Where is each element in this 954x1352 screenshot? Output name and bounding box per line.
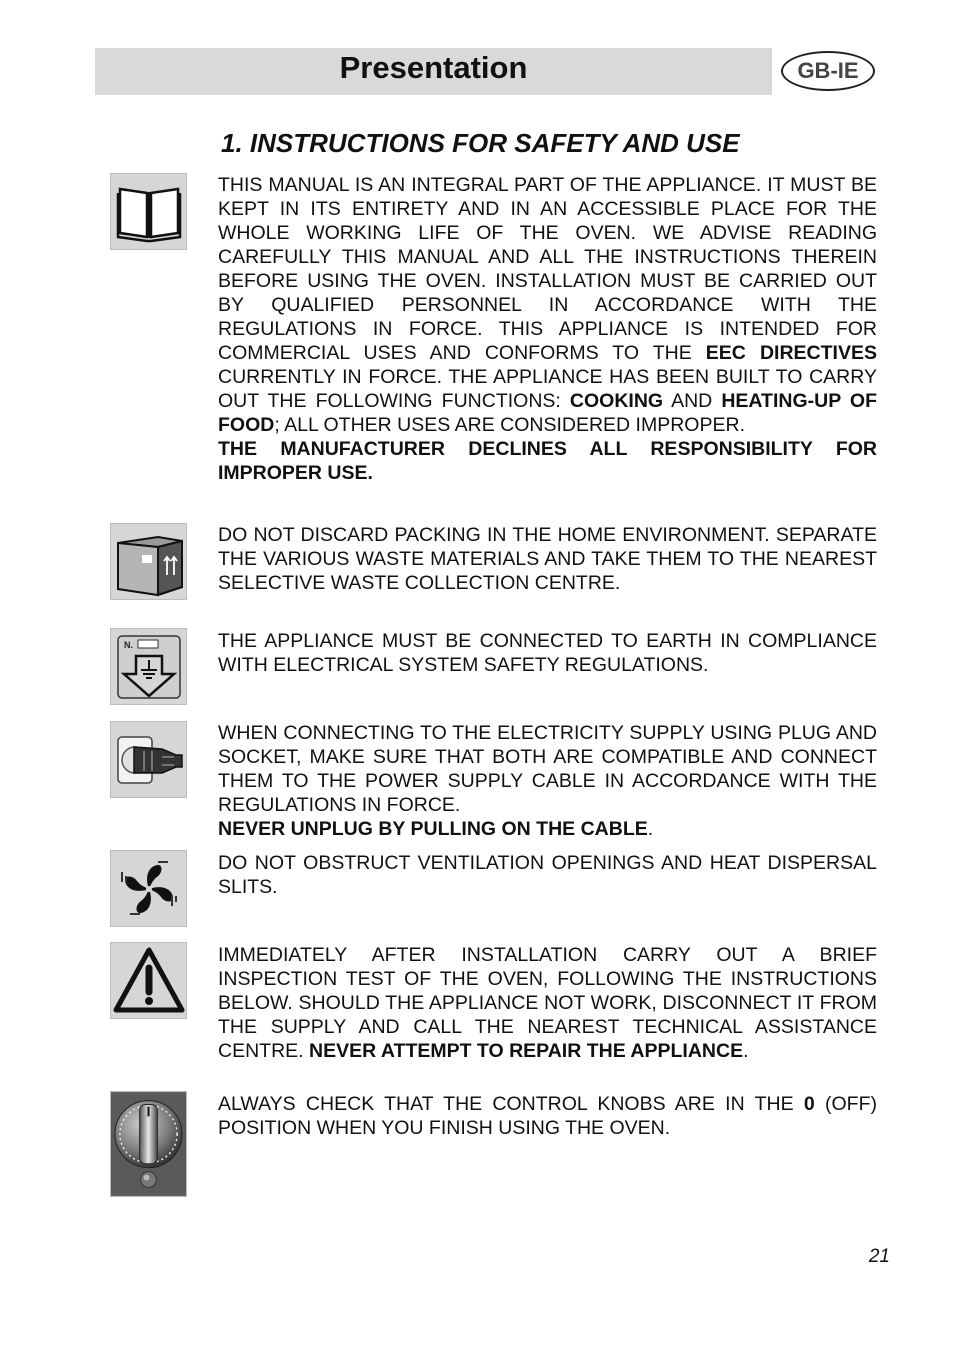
control-knob-icon	[110, 1091, 187, 1197]
manual-text-g: ; ALL OTHER USES ARE CONSIDERED IMPROPER.	[274, 414, 745, 436]
plug-warning-period: .	[647, 818, 654, 840]
never-unplug-text: NEVER UNPLUG BY PULLING ON THE CABLE	[218, 818, 648, 840]
responsibility-text: THE MANUFACTURER DECLINES ALL RESPONSIBILITY FOR IMPROPER USE.	[218, 438, 877, 484]
knob-text-a: ALWAYS CHECK THAT THE CONTROL KNOBS ARE IN THE	[218, 1093, 804, 1115]
never-repair-text: NEVER ATTEMPT TO REPAIR THE APPLIANCE	[309, 1040, 744, 1062]
block-plug-text	[218, 721, 877, 841]
packing-text: DO NOT DISCARD PACKING IN THE HOME ENVIRONMENT. SEPARATE THE VARIOUS WASTE MATERIALS AND TAKE THEM TO THE NEAREST SELECTIVE WASTE COLLECTION CENTRE.	[218, 524, 877, 594]
warning-period: .	[743, 1040, 749, 1062]
page-number: 21	[868, 1246, 890, 1267]
packing-box-icon	[110, 523, 187, 600]
manual-text-e: AND	[663, 390, 722, 412]
block-fan-text	[218, 851, 877, 899]
cooking-text: COOKING	[569, 390, 664, 412]
earth-icon-label: N.	[123, 639, 133, 650]
block-warning-text	[218, 943, 877, 1063]
responsibility-paragraph	[218, 437, 877, 485]
knob-paragraph	[218, 1092, 877, 1140]
block-knob-text	[218, 1092, 877, 1140]
knob-zero-text: 0	[803, 1093, 815, 1115]
warning-triangle-icon	[110, 942, 187, 1019]
manual-text-a: THIS MANUAL IS AN INTEGRAL PART OF THE APPLIANCE. IT MUST BE KEPT IN ITS ENTIRETY AND IN AN ACCESSIBLE PLACE FOR THE WHOLE WORKING LIFE OF THE OVEN. WE ADVISE READING CAREFULLY THIS MANUAL AND ALL THE INSTRUCTIONS THEREIN BEFORE USING THE OVEN. INSTALLATION MUST BE CARRIED OUT BY QUALIFIED PERSONNEL IN ACCORDANCE WITH THE REGULATIONS IN FORCE. THIS APPLIANCE IS INTENDED FOR COMMERCIAL USES AND CONFORMS TO THE	[218, 174, 877, 364]
language-badge: GB-IE	[781, 51, 875, 91]
block-manual-text	[218, 173, 877, 485]
plug-socket-icon	[110, 721, 187, 798]
earth-text: THE APPLIANCE MUST BE CONNECTED TO EARTH IN COMPLIANCE WITH ELECTRICAL SYSTEM SAFETY REGULATIONS.	[218, 630, 877, 676]
header-bar	[95, 48, 772, 95]
manual-book-icon	[110, 173, 187, 250]
ventilation-fan-icon	[110, 850, 187, 927]
fan-text: DO NOT OBSTRUCT VENTILATION OPENINGS AND HEAT DISPERSAL SLITS.	[218, 852, 877, 898]
plug-warning	[218, 817, 877, 841]
warning-paragraph	[218, 943, 877, 1063]
plug-text: WHEN CONNECTING TO THE ELECTRICITY SUPPLY USING PLUG AND SOCKET, MAKE SURE THAT BOTH ARE COMPATIBLE AND CONNECT THEM TO THE POWER SUPPLY CABLE IN ACCORDANCE WITH THE REGULATIONS IN FORCE.	[218, 722, 877, 816]
block-packing-text	[218, 523, 877, 595]
eec-directives-text: EEC DIRECTIVES	[705, 342, 877, 364]
block-earth-text	[218, 629, 877, 677]
page-title: Presentation	[339, 50, 528, 85]
knob-text-c: (OFF) POSITION WHEN YOU FINISH USING THE OVEN.	[218, 1093, 877, 1139]
warning-text: IMMEDIATELY AFTER INSTALLATION CARRY OUT A BRIEF INSPECTION TEST OF THE OVEN, FOLLOWING THE INSTRUCTIONS BELOW. SHOULD THE APPLIANCE NOT WORK, DISCONNECT IT FROM THE SUPPLY AND CALL THE NEAREST TECHNICAL ASSISTANCE CENTRE.	[218, 944, 877, 1062]
manual-paragraph	[218, 173, 877, 437]
section-heading: 1. INSTRUCTIONS FOR SAFETY AND USE	[221, 128, 740, 158]
heating-up-text: HEATING-UP OF FOOD	[218, 390, 877, 436]
earth-ground-icon	[110, 628, 187, 705]
manual-text-c: CURRENTLY IN FORCE. THE APPLIANCE HAS BEEN BUILT TO CARRY OUT THE FOLLOWING FUNCTIONS:	[218, 366, 877, 412]
